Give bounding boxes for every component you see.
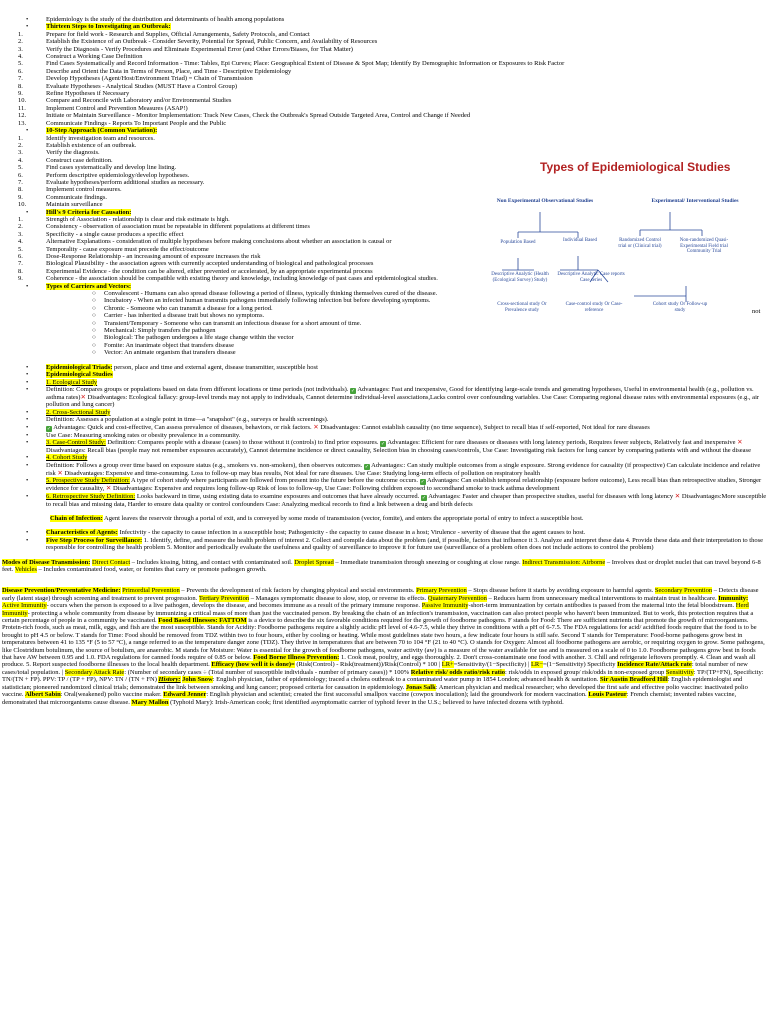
overflow-word: not [752, 308, 761, 315]
cross-sectional-box: Cross-sectional study Or Prevalence study [497, 302, 547, 313]
steps13-item-text: Prepare for field work - Research and Supplies, Official Arrangements, Safety Protocols, and Contact [46, 30, 310, 38]
carriers-item-text: Fomite: An inanimate object that transfers disease [104, 341, 234, 349]
item-number: 8. [18, 82, 23, 90]
item-number: 3. [18, 45, 23, 53]
randomized-box: Randomized Control trial or (Clinical trial) [618, 238, 662, 249]
carriers-item-text: Biological: The pathogen undergoes a life stage change within the vector [104, 334, 294, 342]
herd-immunity: Herd Immunity [2, 602, 749, 617]
history: History: [158, 676, 181, 684]
cohort-dis: Disadvantages: Expensive and time-consuming. Loss to follow-up may bias results, Not ideal for rare diseases. Use Case: Studying long-term effects of pollution on respiratory health [62, 469, 540, 477]
steps13-item-text: Find Cases Systematically and Record Information - Time: Tables, Epi Curves; Place: Geographical Extent of Disease & Spot Map; Identify By Demographic Information or Exposures to Risk Factor [46, 60, 565, 68]
item-number: 8. [18, 186, 23, 194]
carriers-item-text: Incubatory - When an infected human transmits pathogens immediately following infection but before developing symptoms. [104, 297, 431, 305]
triads-label: Epidemiological Triads: [46, 363, 113, 371]
steps13-item-text: Compare and Reconcile with Laboratory and/or Environmental Studies [46, 97, 232, 105]
steps10-item [0, 142, 768, 149]
edward-jenner: Edward Jenner [163, 691, 207, 699]
retrospective-adv: Advantages: Faster and cheaper than prospective studies, useful for diseases with long latency [426, 492, 674, 500]
steps13-item-text: Establish the Existence of an Outbreak - Consider Severity, Potential for Spread, Public Concern, and Availability of Resources [46, 38, 378, 46]
secondary-attack-rate: Secondary Attack Rate [64, 668, 125, 676]
steps13-item [0, 38, 768, 45]
steps13-item [0, 97, 768, 104]
cross-dis: Disadvantages: Cannot establish causality (no time sequence), Subject to recall bias if self-reported, Not ideal for rare diseases [318, 423, 650, 431]
cohort-title: 4. Cohort Study [46, 454, 88, 462]
check-icon: ✓ [46, 425, 52, 432]
steps13-item-text: Evaluate Hypotheses - Analytical Studies (MUST Have a Control Group) [46, 82, 238, 90]
population-box: Population Based [500, 240, 536, 245]
cross-definition: Definition: Assesses a population at a single point in time—a "snapshot" (e.g., surveys or health screenings). [46, 416, 329, 424]
ecological-adv: Advantages: Fast and inexpensive, Good for identifying large-scale trends and generating hypotheses, Useful in environmental health (e.g., pollution vs. asthma rates) [46, 385, 754, 401]
item-bullet: ○ [92, 297, 96, 305]
jonas-salk: Jonas Salk [405, 683, 436, 691]
document-page: • Epidemiology is the study of the distribution and determinants of health among populations • Thirteen Steps to Investigating an Outbreak: 1. Prepare for field work - Research and Supplies, Official Arrangements, Safety Protocols, and Contact 2. Establish the Existence of an Outbreak - Consider Severity, Potential for Spread, Public Concern, and Availability of Resources 3. Verify the Diagnosis - Verify Procedures and Eliminate Experimental Error (and Other Errors/Biases, for That Matter) 4. Construct a Working Case Definition 5. Find Cases Systematically and Record Information - Time: Tables, Epi Curves; Place: Geographical Extent of Disease & Spot Map; Identify By Demographic Information or Exposures to Risk Factor 6. Describe and Orient the Data in Terms of Person, Place, and Time - Descriptive Epidemiology 7. Develop Hypotheses (Agent/Host/Environment Triad) = Chain of Transmission 8. Evaluate Hypotheses - Analytical Studies (MUST Have a Control Group) 9. Refine Hypotheses if Necessary 10. Compare and Reconcile with Laboratory and/or Environmental Studies 11. Implement Control and Prevention Measures (ASAP!) 12. Initiate or Maintain Surveillance - Monitor Implementation: Track New Cases, Check the Outbreak's Spread Outside Targeted Area, Control and Change if Needed 13. Communicate Findings - Reports To Important People and the Public • 10-Step Approach (Common Variation): 1. Identify investigation team and resources. 2. Establish existence of an outbreak. 3. Verify the diagnosis. 4. Construct case definition. 5. Find cases systematically and develop line listing. 6. Perform descriptive epidemiology/develop hypotheses. 7. Evaluate hypotheses/perform additional studies as necessary. 8. Implement control measures. 9. Communicate findings. 10. Maintain surveillance • Hill's 9 Criteria for Causation: 1. Strength of Association - relationship is clear and risk estimate is high. 2. Consistency - observation of association must be repeatable in different populations at different times 3. Specificity - a single cause produces a specific effect 4. Alternative Explanations - consideration of multiple hypotheses before making conclusions about whether an association is causal or 5. Temporality - cause exposure must precede the effect/outcome 6. Dose-Response Relationship - an increasing amount of exposure increases the risk 7. Biological Plausibility - the association agrees with currently accepted understanding of biological and pathological processes 8. Experimental Evidence - the condition can be altered, either prevented or accelerated, by an appropriate experimental process 9. Coherence - the association should be compatible with existing theory and knowledge, including knowledge of past cases and epidemiological studies. • Types of Carriers and Vectors: ○ Convalescent - Humans can also spread disease following a period of illness, typically thinking themselves cured of the disease. ○ Incubatory - When an infected human transmits pathogens immediately following infection but before developing symptoms. ○ Chronic - Someone who can transmit a disease for a long period. ○ Carrier - has inherited a disease trait but shows no symptoms. ○ Transient/Temporary - Someone who can transmit an infectious disease for a short amount of time. ○ Mechanical: Simply transfers the pathogen ○ Biological: The pathogen undergoes a life stage change within the vector ○ Fomite: An inanimate object that transfers disease ○ Vector: An animate organism that transfers disease • Epidemiological Triads: person, place and time and external agent, disease transmitter, susceptible host • Epidemiological Studies • 1. Ecological Study • Definition: Compares groups or populations based on data from different locations or time periods (not individuals). ✓ Advantages: Fast and inexpensive, Good for identifying large-scale trends and generating hypotheses, Useful in environmental health (e.g., pollution vs. asthma rates)✕ Disadvantages: Ecological fallacy: group-level trends may not apply to individuals, Cannot determine individual-level associations,Lacks control over confounding variables. Use Case: Comparing regional disease rates with environmental exposures (e.g., air pollution and lung cancer) • 2. Cross-Sectional Study • Definition: Assesses a population at a single point in time—a "snapshot" (e.g., surveys or health screenings). • ✓ Advantages: Quick and cost-effective, Can assess prevalence of diseases, behaviors, or risk factors. ✕ Disadvantages: Cannot establish causality (no time sequence), Subject to recall bias if self-reported, Not ideal for rare diseases • Use Case: Measuring smoking rates or obesity prevalence in a community. • 3. Case-Control Study: Definition: Compares people with a disease (cases) to those without it (controls) to find prior exposures. ✓ Advantages: Efficient for rare diseases or diseases with long latency periods, Requires fewer subjects, Relatively fast and inexpensive ✕ Disadvantages: Recall bias (people may not remember exposures accurately), Cannot determine incidence or direct causality, Selection bias in choosing cases/controls, Use Case: Investigating risk factors for lung cancer by comparing patients with and without the disease • 4. Cohort Study • Definition: Follows a group over time based on exposure status (e.g., smokers vs. non-smokers), then observes outcomes. ✓ Advantages:: Can study multiple outcomes from a single exposure. Strong evidence for causality (if prospective) Can calculate incidence and relative risk ✕ Disadvantages: Expensive and time-consuming. Loss to follow-up may bias results, Not ideal for rare diseases. Use Case: Studying long-term effects of pollution on respiratory health • 5. Prospective Study Definition: A type of cohort study where participants are followed from present into the future before the outcome occurs. ✓ Advantages: Can establish temporal relationship (exposure before outcome), Less recall bias than retrospective studies, Stronger evidence for causality, ✕ Disadvantages: Expensive and requires long follow-up Risk of loss to follow-up, Use Case: Following children exposed to secondhand smoke to track asthma development • 6. Retrospective Study Definition: Looks backward in time, using existing data to examine exposures and outcomes that have already occurred. ✓ Advantages: Faster and cheaper than prospective studies, useful for diseases with long latency ✕ Disadvantages:More susceptible to recall bias and missing data, Harder to ensure data quality or control confounders Case: Analyzing medical records to find a link between a drug and birth defects Chain of Infection: Agent leaves the reservoir through a portal of exit, and is conveyed by some mode of transmission (vector, fomite), and enters the appropriate portal of entry to infect a susceptible host. • Characteristics of Agents: Infectivity - the capacity to cause infection in a susceptible host; Pathogenicity - the capacity to cause disease in a host; Virulence - severity of disease that the agent causes to host. • Five Step Process for Surveillance: 1. Identify, define, and measure the health problem of interest 2. Collect and compile data about the problem (and, if possible, factors that influence it 3. Analyze and interpret these data 4. Provide these data and their interpretation to those responsible for controlling the health problem 5. Monitor and periodically evaluate the usefulness and quality of surveillance to improve it for future use (surveillance of a problem often does not include actions to control the problem) Modes of Disease Transmission: Direct Contact – Includes kissing, biting, and contact with contaminated soil. Droplet Spread – Immediate transmission through sneezing or coughing at close range. Indirect Transmission: Airborne – Involves dust or droplet nuclei that can travel beyond 6-8 feet. Vehicles – Includes contaminated food, water, or fomites that carry or promote pathogen growth. Disease Prevention/Preventative Medicine: Primordial Prevention – Prevents the development of risk factors by changing physical and social environments. Primary Prevention – Stops disease before it starts by avoiding exposure to harmful agents. Secondary Prevention – Detects disease early (latent stage) through screening and treatment to prevent progression. Tertiary Prevention – Manages symptomatic disease to slow, stop, or reverse its effects. Quaternary Prevention – Reduces harm from unnecessary medical interventions to maintain trust in healthcare. Immunity: Active Immunity- occurs when the person is exposed to a live pathogen, develops the disease, and becomes immune as a result of the primary immune response. Passive Immunity-short-term immunization by certain antibodies is passed from the maternal into the fetal bloodstream. Herd Immunity- protecting a whole community from disease by immunizing a critical mass of more than just the vaccinated person. By breaking the chain of an infection's transmission, vaccination can also protect people who haven't been immunized. But to work, this protection requires that a certain percentage of people in a community be vaccinated. Food Based Illnesses: FATTOM is a device to describe the six favorable conditions required for the growth of foodborne pathogens. F stands for Food: There are sufficient nutrients that promote the growth of microorganisms. Protein-rich foods, such as meat, milk, eggs, and fish are the most susceptible. Stands for Acidity: Foodborne pathogens require a slightly acidic pH level of 4.6-7.5, while they thrive in conditions with a pH of 6-7.5. The FDA regulations for acid/ acidified foods require that the food is to be brought to pH 4.5 or below. T stands for Time: Food should be removed from TDZ within two to four hours, either by cooling or heating. While most guidelines state two hours, a few indicate four hours is still safe. Second T stands for Temperature: Food-borne pathogens grow best in temperatures between 41 to 135 °F (5 to 57 °C), a range referred to as the temperature danger zone (TDZ). They thrive in temperatures that are between 70 to 104 °F (21 to 40 °C). O stands for Oxygen: Almost all foodborne pathogens are aerobic, or requiring oxygen to grow. Some pathogens, like Clostridium botulinum, the source of botulism, are anaerobic. M stands for Moisture: Water is essential for the growth of foodborne pathogens, water activity (aw) is a measure of the water available for use and is measured on a scale of 0 to 1.0. Foodborne pathogens grow best in foods that have AW between 0.95 and 1.0. FDA regulations for canned foods require of 0.85 or below. Food Borne Illness Prevention: 1. Cook meat, poultry, and eggs thoroughly. 2. Don't cross-contaminate one food with another. 3. Chill and refrigerate leftovers promptly. 4. Clean and wash all produce. 5. Report suspected foodborne illnesses to the local health department. Efficacy (how well it is done)= (Risk(Control) - Risk(treatment))/Risk(Control) * 100 | LR+=Sensitivity/(1−Specificity) | LR−=(1−Sensitivity) Specificity Incidence Rate/Attack rate: total number of new cases/total population. | Secondary Attack Rate: (Number of secondary cases ÷ (Total number of susceptible individuals - number of primary cases)) * 100% Relative risk/ odds ratio/risk ratio: risk/odds in exposed group/ risk/odds in non-exposed group Sensitivity: TP/(TP+FN), Specificity: TN/(TN + FP). PPV: TP / (TP + FP), NPV: TN / (TN + FN) History: John Snow: English physician, father of epidemiology; traced a cholera outbreak to a contaminated water pump in 1854 London; advanced health & sanitation. Sir Austin Bradford Hill: English epidemiologist and statistician; pioneered randomized clinical trials; demonstrated the link between smoking and lung cancer; proposed criteria for causation in epidemiology. Jonas Salk: American physician and medical researcher; who developed the first safe and effective polio vaccine: inactivated polio vaccine. Albert Sabin: Oral(weakened) polio vaccine maker. Edward Jenner: English physician and scientist; created the first successful smallpox vaccine (cowpox inoculation); laid the groundwork for modern vaccination. Louis Pasteur: French chemist; invented rabies vaccine, demonstrated that microorganisms cause disease. Mary Mallon (Typhoid Mary): Irish-American cook; first identified asymptomatic carrier of typhoid fever in the U.S.; believed to have infected dozens with typhoid. Types of Epidemiological Studies Non Experimental Observational Studies Experimental/ Interventional Studies Population Based Individual Based Randomized Control trial or (Clinical trial) Non-randomized Quasi- Experimental Field trial Community Trial Descriptive Analytic (Health (Ecological Survey) Study) Descriptive Analytic Case reports Case series Cross-sectional study Or Prevalence study Case-control study Or Case-reference Cohort study Or Follow-up study not [2, 16, 767, 706]
carriers-item [0, 320, 768, 327]
mary-mallon: Mary Mallon [131, 698, 169, 706]
carriers-item-text: Mechanical: Simply transfers the pathogen [104, 327, 216, 335]
chain-label: Chain of Infection: [50, 514, 103, 522]
indirect-transmission: Indirect Transmission: Airborne [522, 558, 606, 566]
check-icon: ✓ [381, 440, 386, 447]
prospective-title: 5. Prospective Study Definition: [46, 477, 130, 485]
item-number: 9. [18, 90, 23, 98]
carriers-item [0, 334, 768, 341]
steps13-item-text: Verify the Diagnosis - Verify Procedures and Eliminate Experimental Error (and Other Errors/Biases, for That Matter) [46, 45, 353, 53]
modes-label: Modes of Disease Transmission: [2, 558, 91, 566]
check-icon: ✓ [421, 494, 427, 501]
triads-item: • Epidemiological Triads: person, place and time and external agent, disease transmitter, susceptible host [26, 363, 318, 371]
hill-item-text: Alternative Explanations - consideration of multiple hypotheses before making conclusions about whether an association is causal or [46, 238, 392, 246]
steps10-item-text: Implement control measures. [46, 186, 122, 194]
hill-item-text: Strength of Association - relationship is clear and risk estimate is high. [46, 215, 230, 223]
agents-text: Infectivity - the capacity to cause infection in a susceptible host; Pathogenicity - the capacity to cause disease in a host; Virulence - severity of disease that the agent causes to host. [117, 529, 586, 537]
cohort-definition: Definition: Follows a group over time based on exposure status (e.g., smokers vs. non-smokers), then observes outcomes. [46, 461, 363, 469]
carriers-item [0, 327, 768, 334]
steps13-item [0, 46, 768, 53]
item-number: 2. [18, 223, 23, 231]
fivestep-text: 1. Identify, define, and measure the health problem of interest 2. Collect and compile data about the problem (and, if possible, factors that influence it 3. Analyze and interpret these data 4. Provide these data and their interpretation to those responsible for controlling the health problem 5. Monitor and periodically evaluate the usefulness and quality of surveillance to improve it for future use (surveillance of a problem often does not include actions to control the problem) [46, 536, 764, 552]
louis-pasteur: Louis Pasteur [588, 691, 627, 699]
intro-text: Epidemiology is the study of the distribution and determinants of health among populations [46, 16, 285, 23]
agents-item: • Characteristics of Agents: Infectivity - the capacity to cause infection in a susceptible host; Pathogenicity - the capacity to cause disease in a host; Virulence - severity of disease that the agent causes to host. [26, 529, 586, 537]
check-icon: ✓ [350, 387, 356, 394]
item-number: 2. [18, 141, 23, 149]
agents-label: Characteristics of Agents: [46, 529, 118, 537]
casecontrol-dis: Disadvantages: Recall bias (people may not remember exposures accurately), Cannot determine incidence or direct causality, Selection bias in choosing cases/controls, Use Case: Investigating risk factors for lung cancer by comparing patients with and without the disease [46, 446, 751, 454]
study-types-diagram [490, 160, 761, 320]
steps13-item [0, 105, 768, 112]
item-number: 4. [18, 156, 23, 164]
lr-plus: LR+ [441, 661, 454, 669]
steps13-item [0, 90, 768, 97]
cross-icon: ✕ [80, 392, 86, 401]
item-bullet: ○ [92, 341, 96, 349]
steps10-item-text: Maintain surveillance [46, 201, 103, 209]
carriers-item-text: Chronic - Someone who can transmit a disease for a long period. [104, 304, 273, 312]
secondary: Secondary Prevention [654, 587, 713, 595]
item-number: 6. [18, 253, 23, 260]
item-number: 1. [18, 30, 23, 38]
steps10-item-text: Construct case definition. [46, 156, 113, 164]
studies-heading: Epidemiological Studies [46, 371, 113, 379]
austin-hill: Sir Austin Bradford Hill [600, 676, 668, 684]
carriers-item-text: Transient/Temporary - Someone who can transmit an infectious disease for a short amount of time. [104, 319, 362, 327]
cross-title: 2. Cross-Sectional Study [46, 408, 111, 416]
prospective-adv: Advantages: Can establish temporal relationship (exposure before outcome), Less recall bias than retrospective studies, Stronger evidence for causality, [46, 477, 762, 493]
steps10-heading: 10-Step Approach (Common Variation): [46, 127, 158, 135]
chain-text: Agent leaves the reservoir through a portal of exit, and is conveyed by some mode of transmission (vector, fomite), and enters the appropriate portal of entry to infect a susceptible host. [102, 514, 584, 522]
steps10-item-text: Evaluate hypotheses/perform additional studies as necessary. [46, 178, 205, 186]
foodborne: Food Based Illnesses: FATTOM [158, 617, 247, 625]
item-bullet: ○ [92, 290, 96, 298]
john-snow: John Snow [182, 676, 213, 684]
direct-contact: Direct Contact [92, 558, 131, 566]
item-number: 10. [18, 97, 27, 105]
steps10-item-text: Identify investigation team and resources. [46, 134, 155, 142]
relative-risk: Relative risk/ odds ratio/risk ratio [410, 668, 506, 676]
sensitivity: Sensitivity [665, 668, 694, 676]
steps13-item [0, 83, 768, 90]
hill-heading-item: • Hill's 9 Criteria for Causation: [26, 208, 132, 216]
item-bullet: ○ [92, 319, 96, 327]
non-randomized-box: Non-randomized Quasi- Experimental Field trial Community Trial [679, 238, 729, 255]
item-bullet: ○ [92, 349, 96, 357]
diagram-title: Types of Epidemiological Studies [540, 160, 731, 174]
steps13-item-text: Initiate or Maintain Surveillance - Monitor Implementation: Track New Cases, Check the Outbreak's Spread Outside Targeted Area, Control and Change if Needed [46, 112, 471, 120]
prospective-definition: A type of cohort study where participants are followed from present into the future before the outcome occurs. [129, 477, 419, 485]
steps10-item-text: Communicate findings. [46, 193, 108, 201]
lr-minus: LR− [530, 661, 543, 669]
cross-icon: ✕ [57, 468, 63, 477]
steps13-item [0, 60, 768, 67]
steps10-item-text: Establish existence of an outbreak. [46, 141, 137, 149]
foodborne-prevention: Food Borne Illness Prevention: [253, 654, 340, 662]
steps13-item [0, 75, 768, 82]
steps13-list [0, 31, 768, 127]
carriers-item-text: Convalescent - Humans can also spread disease following a period of illness, typically thinking themselves cured of the disease. [104, 290, 438, 298]
retrospective-dis: Disadvantages:More susceptible to recall bias and missing data, Harder to ensure data quality or control confounders Case: Analyzing medical records to find a link between a drug and birth defects [46, 492, 767, 508]
item-number: 1. [18, 134, 23, 142]
steps13-item [0, 68, 768, 75]
steps13-item [0, 120, 768, 127]
cohort-box: Cohort study Or Follow-up study [652, 302, 708, 313]
fivestep-item: • Five Step Process for Surveillance: 1. Identify, define, and measure the health problem of interest 2. Collect and compile data about the problem (and, if possible, factors that influence it 3. Analyze and interpret these data 4. Provide these data and their interpretation to those responsible for controlling the health problem 5. Monitor and periodically evaluate the usefulness and quality of surveillance to improve it for future use (surveillance of a problem often does not include actions to control the problem) [26, 536, 764, 552]
item-bullet: ○ [92, 304, 96, 312]
vehicles: Vehicles [14, 566, 37, 573]
descriptive-box: Descriptive Analytic (Health (Ecological Survey) Study) [491, 272, 549, 283]
item-number: 13. [18, 119, 27, 127]
item-number: 6. [18, 171, 23, 179]
cross-usecase: Use Case: Measuring smoking rates or obesity prevalence in a community. [46, 431, 241, 439]
steps13-item-text: Describe and Orient the Data in Terms of Person, Place, and Time - Descriptive Epidemiology [46, 67, 292, 75]
ecological-dis: Disadvantages: Ecological fallacy: group-level trends may not apply to individuals, Cannot determine individual-level associations,Lacks control over confounding variables. Use Case: Comparing regional disease rates with environmental exposures (e.g., air pollution and lung cancer) [46, 393, 760, 409]
item-number: 7. [18, 260, 23, 268]
hill-item-text: Specificity - a single cause produces a specific effect [46, 230, 184, 238]
casecontrol-adv: Advantages: Efficient for rare diseases or diseases with long latency periods, Requires fewer subjects, Relatively fast and inexpensive [386, 438, 736, 446]
item-number: 11. [18, 104, 26, 112]
carriers-heading-item: • Types of Carriers and Vectors: [26, 282, 132, 290]
active-immunity: Active Immunity [2, 602, 47, 610]
studies-heading-item: • Epidemiological Studies [26, 371, 113, 379]
item-number: 5. [18, 60, 23, 68]
steps13-heading: Thirteen Steps to Investigating an Outbreak: [46, 23, 171, 31]
quaternary: Quaternary Prevention [427, 594, 487, 602]
passive-immunity: Passive Immunity [421, 602, 469, 610]
item-number: 5. [18, 245, 23, 253]
item-number: 5. [18, 164, 23, 172]
item-number: 6. [18, 67, 23, 75]
steps13-item [0, 112, 768, 119]
item-number: 10. [18, 201, 27, 209]
triads-text: person, place and time and external agent, disease transmitter, susceptible host [112, 363, 318, 371]
steps10-item [0, 135, 768, 142]
item-number: 9. [18, 275, 23, 283]
steps10-item-text: Perform descriptive epidemiology/develop hypotheses. [46, 171, 190, 179]
item-number: 12. [18, 112, 27, 120]
steps13-item-text: Communicate Findings - Reports To Important People and the Public [46, 119, 227, 127]
carriers-item [0, 349, 768, 356]
casecontrol-title: 3. Case-Control Study: [46, 438, 106, 446]
steps10-item [0, 149, 768, 156]
carriers-heading: Types of Carriers and Vectors: [46, 282, 132, 290]
cross-icon: ✕ [737, 437, 743, 446]
cross-adv: Advantages: Quick and cost-effective, Can assess prevalence of diseases, behaviors, or risk factors. [52, 423, 312, 431]
descriptive-case-box: Descriptive Analytic Case reports Case series [557, 272, 625, 283]
steps13-item-text: Construct a Working Case Definition [46, 53, 143, 61]
carriers-item [0, 342, 768, 349]
prevention-label: Disease Prevention/Preventative Medicine: [2, 587, 121, 595]
hill-item-text: Biological Plausibility - the association agrees with currently accepted understanding of biological and pathological processes [46, 260, 374, 268]
prospective-dis: Disadvantages: Expensive and requires long follow-up Risk of loss to follow-up, Use Case: Following children exposed to secondhand smoke to track asthma development [111, 485, 560, 493]
droplet-spread: Droplet Spread [294, 558, 334, 566]
retrospective-definition: Looks backward in time, using existing data to examine exposures and outcomes that have already occurred. [135, 492, 420, 500]
experimental-box: Experimental/ Interventional Studies [651, 198, 739, 204]
casecontrol-definition: Definition: Compares people with a disease (cases) to those without it (controls) to find prior exposures. [105, 438, 379, 446]
efficacy: Efficacy (how well it is done)= [211, 661, 295, 669]
hill-item-text: Consistency - observation of association must be repeatable in different populations at different times [46, 223, 310, 231]
intro-item: • Epidemiology is the study of the distribution and determinants of health among populations [26, 16, 285, 23]
hill-item-text: Experimental Evidence - the condition can be altered, either prevented or accelerated, by an appropriate experimental process [46, 267, 373, 275]
item-number: 8. [18, 267, 23, 275]
steps13-item-text: Develop Hypotheses (Agent/Host/Environment Triad) = Chain of Transmission [46, 75, 253, 83]
check-icon: ✓ [364, 463, 369, 470]
steps10-item-text: Find cases systematically and develop line listing. [46, 164, 177, 172]
item-number: 3. [18, 230, 23, 238]
check-icon: ✓ [420, 479, 425, 486]
item-bullet: ○ [92, 334, 96, 342]
item-bullet: ○ [92, 312, 96, 320]
steps13-item [0, 53, 768, 60]
steps10-heading-item: • 10-Step Approach (Common Variation): [26, 127, 158, 135]
steps13-item-text: Refine Hypotheses if Necessary [46, 90, 130, 98]
immunity: Immunity: [718, 594, 749, 602]
item-number: 9. [18, 193, 23, 201]
item-number: 7. [18, 75, 23, 83]
cohort-adv: Advantages:: Can study multiple outcomes from a single exposure. Strong evidence for causality (if prospective) Can calculate incidence and relative risk [46, 461, 761, 477]
cross-icon: ✕ [674, 491, 681, 500]
steps13-heading-item: • Thirteen Steps to Investigating an Outbreak: [26, 23, 171, 31]
ecological-definition: Definition: Compares groups or populations based on data from different locations or time periods (not individuals). [46, 385, 349, 393]
cross-icon: ✕ [105, 484, 112, 493]
item-number: 1. [18, 215, 23, 223]
modes-paragraph: Modes of Disease Transmission: Direct Contact – Includes kissing, biting, and contact with contaminated soil. Droplet Spread – Immediate transmission through sneezing or coughing at close range. Indirect Transmission: Airborne – Involves dust or droplet nuclei that can travel beyond 6-8 feet. Vehicles – Includes contaminated food, water, or fomites that carry or promote pathogen growth. [2, 558, 761, 573]
carriers-item-text: Carrier - has inherited a disease trait but shows no symptoms. [104, 312, 265, 320]
steps13-item-text: Implement Control and Prevention Measures (ASAP!) [46, 104, 188, 112]
chain-paragraph [0, 515, 768, 522]
hill-item-text: Coherence - the association should be compatible with existing theory and knowledge, including knowledge of past cases and epidemiological studies. [46, 275, 438, 283]
albert-sabin: Albert Sabin [25, 691, 61, 699]
item-bullet: ○ [92, 327, 96, 335]
prevention-paragraph: Disease Prevention/Preventative Medicine: Primordial Prevention – Prevents the development of risk factors by changing physical and social environments. Primary Prevention – Stops disease before it starts by avoiding exposure to harmful agents. Secondary Prevention – Detects disease early (latent stage) through screening and treatment to prevent progression. Tertiary Prevention – Manages symptomatic disease to slow, stop, or reverse its effects. Quaternary Prevention – Reduces harm from unnecessary medical interventions to maintain trust in healthcare. Immunity: Active Immunity- occurs when the person is exposed to a live pathogen, develops the disease, and becomes immune as a result of the primary immune response. Passive Immunity-short-term immunization by certain antibodies is passed from the maternal into the fetal bloodstream. Herd Immunity- protecting a whole community from disease by immunizing a critical mass of more than just the vaccinated person. By breaking the chain of an infection's transmission, vaccination can also protect people who haven't been immunized. But to work, this protection requires that a certain percentage of people in a community be vaccinated. Food Based Illnesses: FATTOM is a device to describe the six favorable conditions required for the growth of foodborne pathogens. F stands for Food: There are sufficient nutrients that promote the growth of microorganisms. Protein-rich foods, such as meat, milk, eggs, and fish are the most susceptible. Stands for Acidity: Foodborne pathogens require a slightly acidic pH level of 4.6-7.5, while they thrive in conditions with a pH of 6-7.5. The FDA regulations for acid/ acidified foods require that the food is to be brought to pH 4.5 or below. T stands for Time: Food should be removed from TDZ within two to four hours, either by cooling or heating. While most guidelines state two hours, a few indicate four hours is still safe. Second T stands for Temperature: Food-borne pathogens grow best in temperatures between 41 to 135 °F (5 to 57 °C), a range referred to as the temperature danger zone (TDZ). They thrive in temperatures that are between 70 to 104 °F (21 to 40 °C). O stands for Oxygen: Almost all foodborne pathogens are aerobic, or requiring oxygen to grow. Some pathogens, like Clostridium botulinum, the source of botulism, are anaerobic. M stands for Moisture: Water is essential for the growth of foodborne pathogens, water activity (aw) is a measure of the water available for use and is measured on a scale of 0 to 1.0. Foodborne pathogens grow best in foods that have AW between 0.95 and 1.0. FDA regulations for canned foods require of 0.85 or below. Food Borne Illness Prevention: 1. Cook meat, poultry, and eggs thoroughly. 2. Don't cross-contaminate one food with another. 3. Chill and refrigerate leftovers promptly. 4. Clean and wash all produce. 5. Report suspected foodborne illnesses to the local health department. Efficacy (how well it is done)= (Risk(Control) - Risk(treatment))/Risk(Control) * 100 | LR+=Sensitivity/(1−Specificity) | LR−=(1−Sensitivity) Specificity Incidence Rate/Attack rate: total number of new cases/total population. | Secondary Attack Rate: (Number of secondary cases ÷ (Total number of susceptible individuals - number of primary cases)) * 100% Relative risk/ odds ratio/risk ratio: risk/odds in exposed group/ risk/odds in non-exposed group Sensitivity: TP/(TP+FN), Specificity: TN/(TN + FP). PPV: TP / (TP + FP), NPV: TN / (TN + FN) History: John Snow: English physician, father of epidemiology; traced a cholera outbreak to a contaminated water pump in 1854 London; advanced health & sanitation. Sir Austin Bradford Hill: English epidemiologist and statistician; pioneered randomized clinical trials; demonstrated the link between smoking and lung cancer; proposed criteria for causation in epidemiology. Jonas Salk: American physician and medical researcher; who developed the first safe and effective polio vaccine: inactivated polio vaccine. Albert Sabin: Oral(weakened) polio vaccine maker. Edward Jenner: English physician and scientist; created the first successful smallpox vaccine (cowpox inoculation); laid the groundwork for modern vaccination. Louis Pasteur: French chemist; invented rabies vaccine, demonstrated that microorganisms cause disease. Mary Mallon (Typhoid Mary): Irish-American cook; first identified asymptomatic carrier of typhoid fever in the U.S.; believed to have infected dozens with typhoid. [2, 587, 765, 706]
primary: Primary Prevention [416, 587, 467, 595]
ecological-title: 1. Ecological Study [46, 378, 98, 386]
cross-icon: ✕ [313, 422, 319, 431]
individual-box: Individual Based [562, 238, 598, 243]
steps13-item [0, 31, 768, 38]
incidence-rate: Incidence Rate/Attack rate [617, 661, 692, 669]
non-experimental-box: Non Experimental Observational Studies [496, 198, 594, 204]
steps10-item-text: Verify the diagnosis. [46, 149, 100, 157]
item-number: 3. [18, 149, 23, 157]
primordial: Primordial Prevention [122, 587, 180, 595]
item-number: 4. [18, 238, 23, 246]
item-number: 4. [18, 53, 23, 61]
item-number: 2. [18, 38, 23, 46]
carriers-item-text: Vector: An animate organism that transfers disease [104, 349, 236, 357]
item-number: 7. [18, 178, 23, 186]
hill-heading: Hill's 9 Criteria for Causation: [46, 208, 132, 216]
case-control-box: Case-control study Or Case-reference [565, 302, 623, 313]
tertiary: Tertiary Prevention [198, 594, 250, 602]
hill-item-text: Temporality - cause exposure must precede the effect/outcome [46, 245, 209, 253]
hill-item-text: Dose-Response Relationship - an increasing amount of exposure increases the risk [46, 253, 261, 260]
retrospective-title: 6. Retrospective Study Definition: [46, 492, 136, 500]
fivestep-label: Five Step Process for Surveillance: [46, 536, 143, 544]
